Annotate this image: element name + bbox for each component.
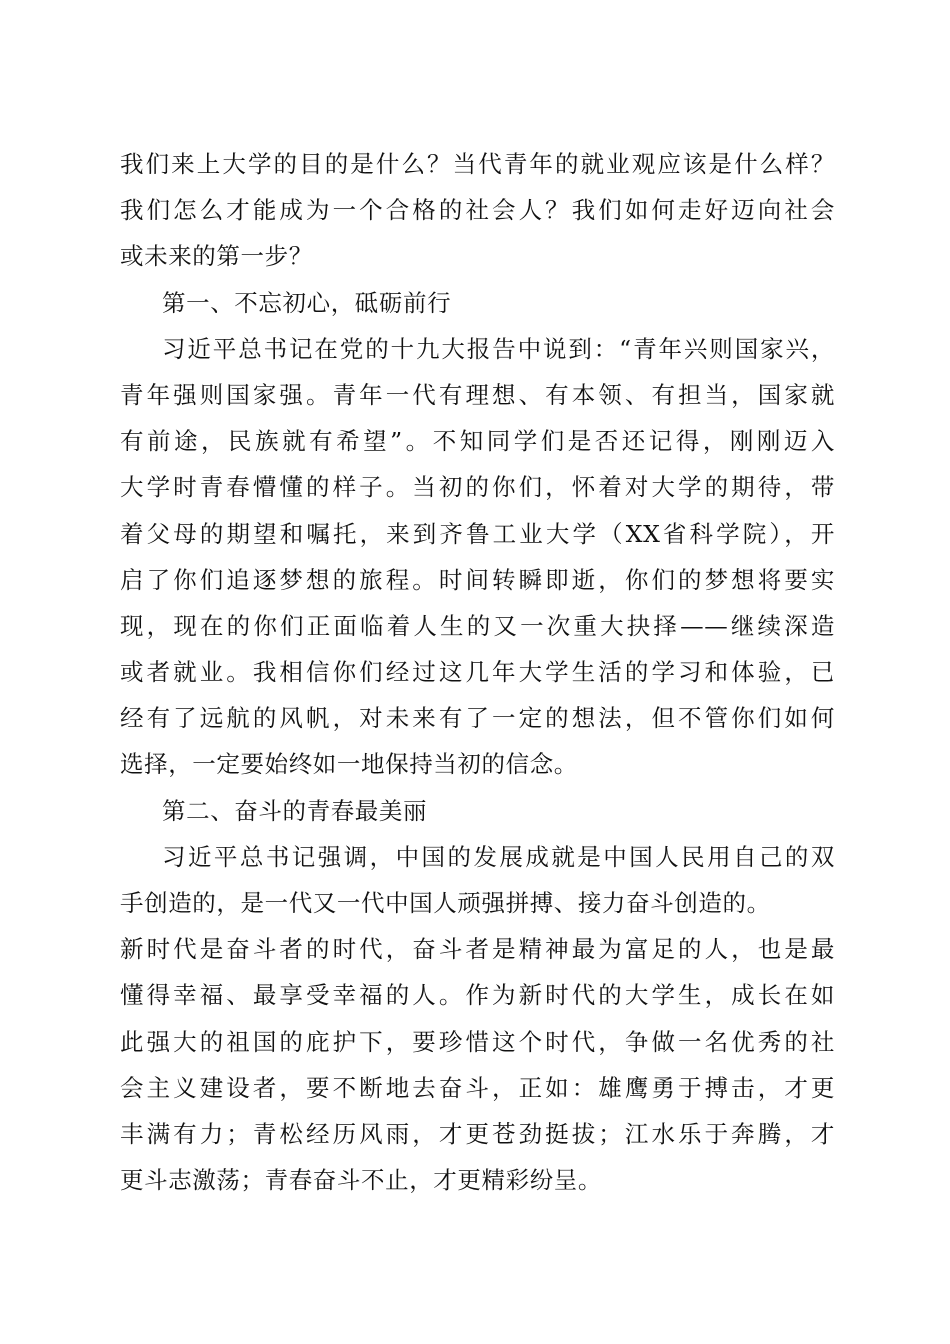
paragraph-line: 经有了远航的风帆，对未来有了一定的想法，但不管你们如何 <box>120 704 835 733</box>
section-heading-1: 第一、不忘初心，砥砺前行 <box>162 288 452 317</box>
paragraph-line: 我们来上大学的目的是什么？当代青年的就业观应该是什么样？ <box>120 150 835 178</box>
document-body <box>120 141 835 1203</box>
paragraph-line: 习近平总书记在党的十九大报告中说到：“青年兴则国家兴， <box>162 334 835 363</box>
paragraph-line: 大学时青春懵懂的样子。当初的你们，怀着对大学的期待，带 <box>120 473 835 502</box>
paragraph-line: 或者就业。我相信你们经过这几年大学生活的学习和体验，已 <box>120 658 835 687</box>
paragraph-line: 此强大的祖国的庇护下，要珍惜这个时代，争做一名优秀的社 <box>120 1027 835 1056</box>
paragraph-line: 丰满有力；青松经历风雨，才更苍劲挺拔；江水乐于奔腾，才 <box>120 1119 835 1148</box>
paragraph-line: 懂得幸福、最享受幸福的人。作为新时代的大学生，成长在如 <box>120 981 835 1010</box>
paragraph-line: 有前途，民族就有希望”。不知同学们是否还记得，刚刚迈入 <box>120 427 835 456</box>
paragraph-line: 更斗志激荡；青春奋斗不止，才更精彩纷呈。 <box>120 1166 602 1195</box>
paragraph-line: 新时代是奋斗者的时代，奋斗者是精神最为富足的人，也是最 <box>120 935 835 964</box>
paragraph-line: 手创造的，是一代又一代中国人顽强拼搏、接力奋斗创造的。 <box>120 889 771 917</box>
paragraph-line: 启了你们追逐梦想的旅程。时间转瞬即逝，你们的梦想将要实 <box>120 565 835 594</box>
paragraph-line: 习近平总书记强调，中国的发展成就是中国人民用自己的双 <box>162 842 835 871</box>
paragraph-line: 选择，一定要始终如一地保持当初的信念。 <box>120 750 578 779</box>
paragraph-line: 或未来的第一步？ <box>120 242 313 271</box>
paragraph-line: 现，现在的你们正面临着人生的又一次重大抉择——继续深造 <box>120 611 835 640</box>
paragraph-line: 着父母的期望和嘱托，来到齐鲁工业大学（XX省科学院），开 <box>120 519 835 548</box>
paragraph-line: 青年强则国家强。青年一代有理想、有本领、有担当，国家就 <box>120 380 835 409</box>
section-heading-2: 第二、奋斗的青春最美丽 <box>162 796 428 825</box>
paragraph-line: 我们怎么才能成为一个合格的社会人？我们如何走好迈向社会 <box>120 196 835 225</box>
paragraph-line: 会主义建设者，要不断地去奋斗，正如：雄鹰勇于搏击，才更 <box>120 1073 835 1102</box>
